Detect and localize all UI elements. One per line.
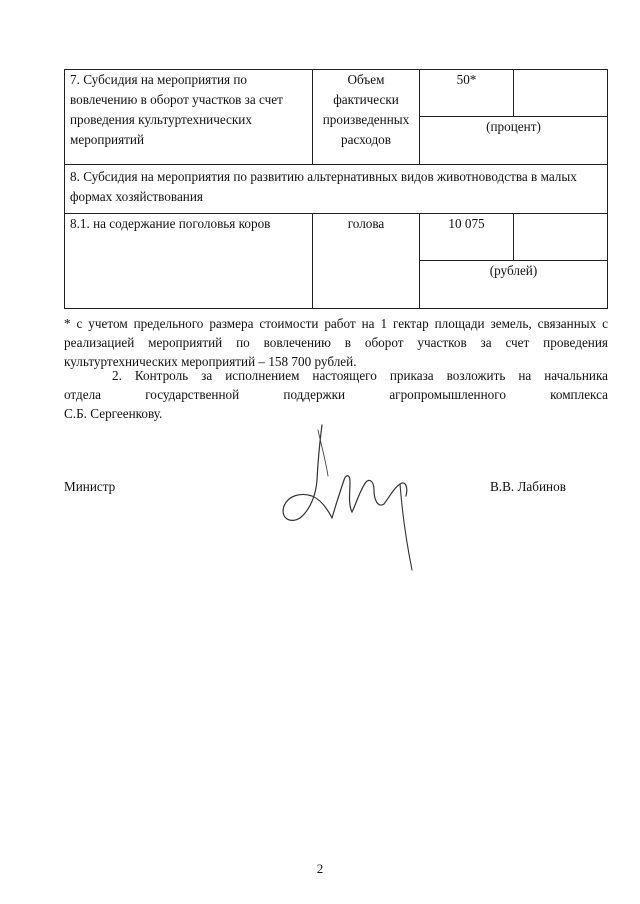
row81-name: 8.1. на содержание поголовья коров: [65, 214, 313, 309]
table-row: [65, 214, 608, 261]
row7-name: 7. Субсидия на мероприятия по вовлечению в оборот участков за счет проведения культуртехнических мероприятий: [65, 70, 313, 165]
row81-value-unit: (рублей): [420, 261, 608, 309]
subsidy-table: [64, 69, 608, 309]
handwritten-signature: [270, 400, 430, 580]
signatory-name: В.В. Лабинов: [490, 479, 566, 494]
row81-empty-cell: [514, 214, 608, 261]
footnote: * с учетом предельного размера стоимости работ на 1 гектар площади земель, связанных с реализацией мероприятий по вовлечению в оборот участков за счет проведения культуртехнических мероприятий – 158 700 рублей.: [64, 316, 608, 369]
paragraph-line: 2. Контроль за исполнением настоящего приказа возложить на начальника: [112, 368, 608, 383]
row8-name: 8. Субсидия на мероприятия по развитию альтернативных видов животноводства в малых формах хозяйствования: [65, 165, 608, 214]
table-row: [65, 70, 608, 117]
row7-value-unit: (процент): [420, 117, 608, 165]
signatory-title: Министр: [64, 479, 116, 494]
page-number: 2: [316, 861, 324, 876]
row81-unit: голова: [313, 214, 420, 309]
paragraph-line: С.Б. Сергеенкову.: [64, 406, 163, 421]
row7-unit: Объем фактически произведенных расходов: [313, 70, 420, 165]
row7-empty-cell: [514, 70, 608, 117]
table-row: [65, 165, 608, 214]
row81-value: 10 075: [420, 214, 514, 261]
paragraph-line: отдела государственной поддержки агропромышленного комплекса: [64, 387, 608, 402]
row7-value: 50*: [420, 70, 514, 117]
